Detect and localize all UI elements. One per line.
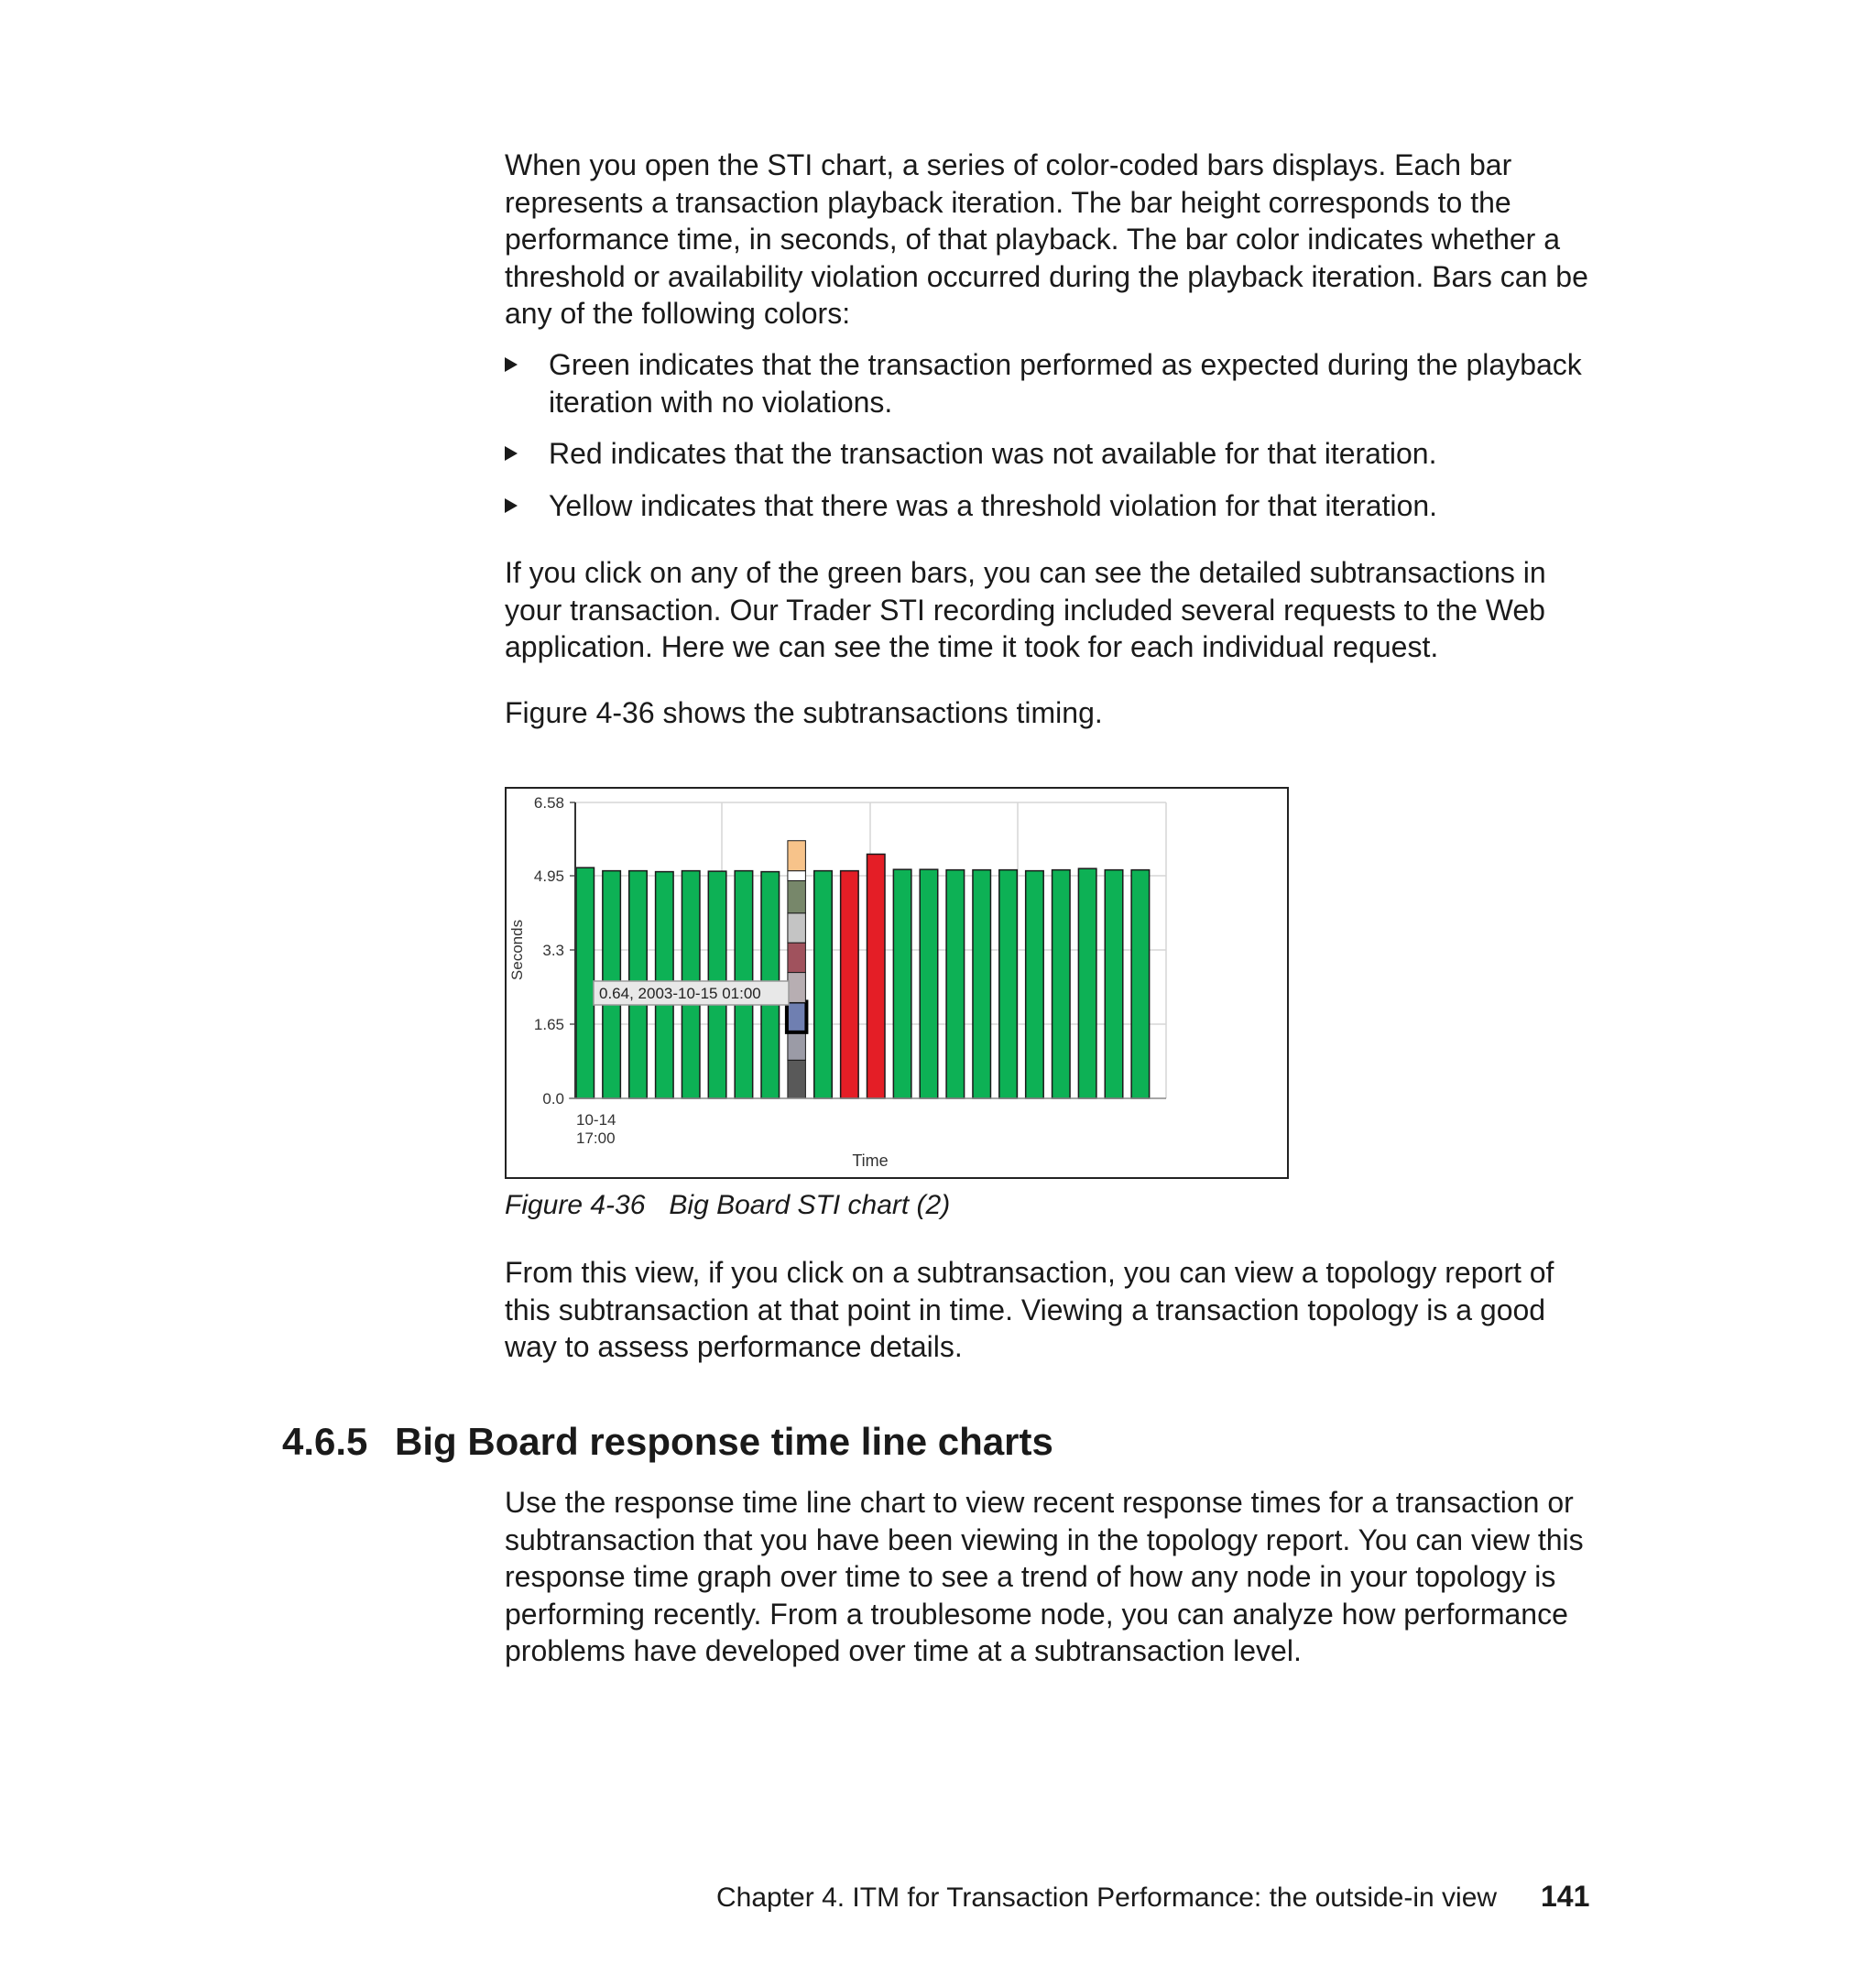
intro-paragraph: When you open the STI chart, a series of color-coded bars displays. Each bar represents a transaction playback iteration. The bar height corresponds to the performance time, in seconds, of that playback. The bar color indicates whether a threshold or availability violation occurred during the playback iteration. Bars can be any of the following colors: xyxy=(505,148,1588,330)
tooltip-text: 0.64, 2003-10-15 01:00 xyxy=(599,985,761,1002)
figure-frame xyxy=(505,787,1289,1179)
stacked-segment xyxy=(788,973,806,1003)
stacked-segment xyxy=(788,871,806,881)
figure-ref-paragraph: Figure 4-36 shows the subtransactions timing. xyxy=(505,696,1103,729)
section-title: Big Board response time line charts xyxy=(395,1420,1053,1463)
y-tick-label: 4.95 xyxy=(533,868,564,886)
stacked-segment xyxy=(788,943,806,972)
y-tick-label: 6.58 xyxy=(533,794,564,812)
y-tick-labels xyxy=(534,794,564,1108)
section-number: 4.6.5 xyxy=(282,1420,368,1463)
bar-green xyxy=(1131,870,1150,1098)
bar-green xyxy=(1053,870,1071,1098)
stacked-segment xyxy=(788,1060,806,1098)
footer-chapter: Chapter 4. ITM for Transaction Performance: the outside-in view xyxy=(716,1882,1498,1913)
bullet-text: Red indicates that the transaction was not available for that iteration. xyxy=(549,437,1437,470)
bullet-text: Green indicates that the transaction performed as expected during the playback iteration with no violations. xyxy=(549,348,1582,419)
bar-green xyxy=(1026,871,1044,1098)
bar-series xyxy=(576,841,1150,1098)
y-tick-label: 0.0 xyxy=(542,1090,564,1108)
bar-green xyxy=(576,868,594,1098)
bar-green xyxy=(999,870,1018,1098)
page-number: 141 xyxy=(1541,1880,1590,1913)
tooltip xyxy=(594,981,789,1005)
stacked-segment xyxy=(788,880,806,912)
bar-green xyxy=(920,869,938,1098)
x-axis-title: Time xyxy=(852,1151,889,1170)
caption-label: Figure 4-36 xyxy=(505,1190,646,1220)
bar-green xyxy=(814,871,833,1098)
stacked-segment xyxy=(788,841,806,871)
stacked-segment xyxy=(788,1031,806,1060)
bar-green xyxy=(1105,870,1123,1098)
bar-green xyxy=(893,869,911,1098)
topology-paragraph: From this view, if you click on a subtransaction, you can view a topology report of this subtransaction at that point in time. Viewing a transaction topology is a good way to assess performance details. xyxy=(505,1256,1554,1363)
click-paragraph: If you click on any of the green bars, you can see the detailed subtransactions in your transaction. Our Trader STI recording included several requests to the Web application. Here we can see the time it took for each individual request. xyxy=(505,556,1546,663)
bar-red xyxy=(841,871,859,1098)
bar-red xyxy=(867,854,886,1098)
x-axis-first-label-time: 17:00 xyxy=(576,1129,616,1147)
section-heading xyxy=(282,1418,1053,1466)
bar-green xyxy=(1078,868,1096,1098)
bullet-arrow-icon xyxy=(505,446,518,461)
bullet-arrow-icon xyxy=(505,357,518,372)
bar-green xyxy=(946,870,965,1098)
y-tick-label: 3.3 xyxy=(542,942,564,960)
x-axis-first-label-date: 10-14 xyxy=(576,1111,616,1129)
bullet-text: Yellow indicates that there was a threshold violation for that iteration. xyxy=(549,489,1438,522)
y-tick-label: 1.65 xyxy=(533,1016,564,1034)
section-paragraph: Use the response time line chart to view recent response times for a transaction or subtransaction that you have been viewing in the topology report. You can view this response time graph over time to see a trend of how any node in your topology is performing recently. From a troublesome node, you can analyze how performance problems have developed over time at a subtransaction level. xyxy=(505,1486,1584,1667)
bullet-arrow-icon xyxy=(505,498,518,513)
stacked-segment xyxy=(788,913,806,943)
stacked-segment xyxy=(788,1002,806,1031)
figure-caption xyxy=(505,1187,950,1224)
caption-title: Big Board STI chart (2) xyxy=(669,1190,951,1220)
y-axis-title: Seconds xyxy=(508,919,526,981)
sti-bar-chart xyxy=(507,789,1287,1177)
bar-green xyxy=(973,870,991,1098)
